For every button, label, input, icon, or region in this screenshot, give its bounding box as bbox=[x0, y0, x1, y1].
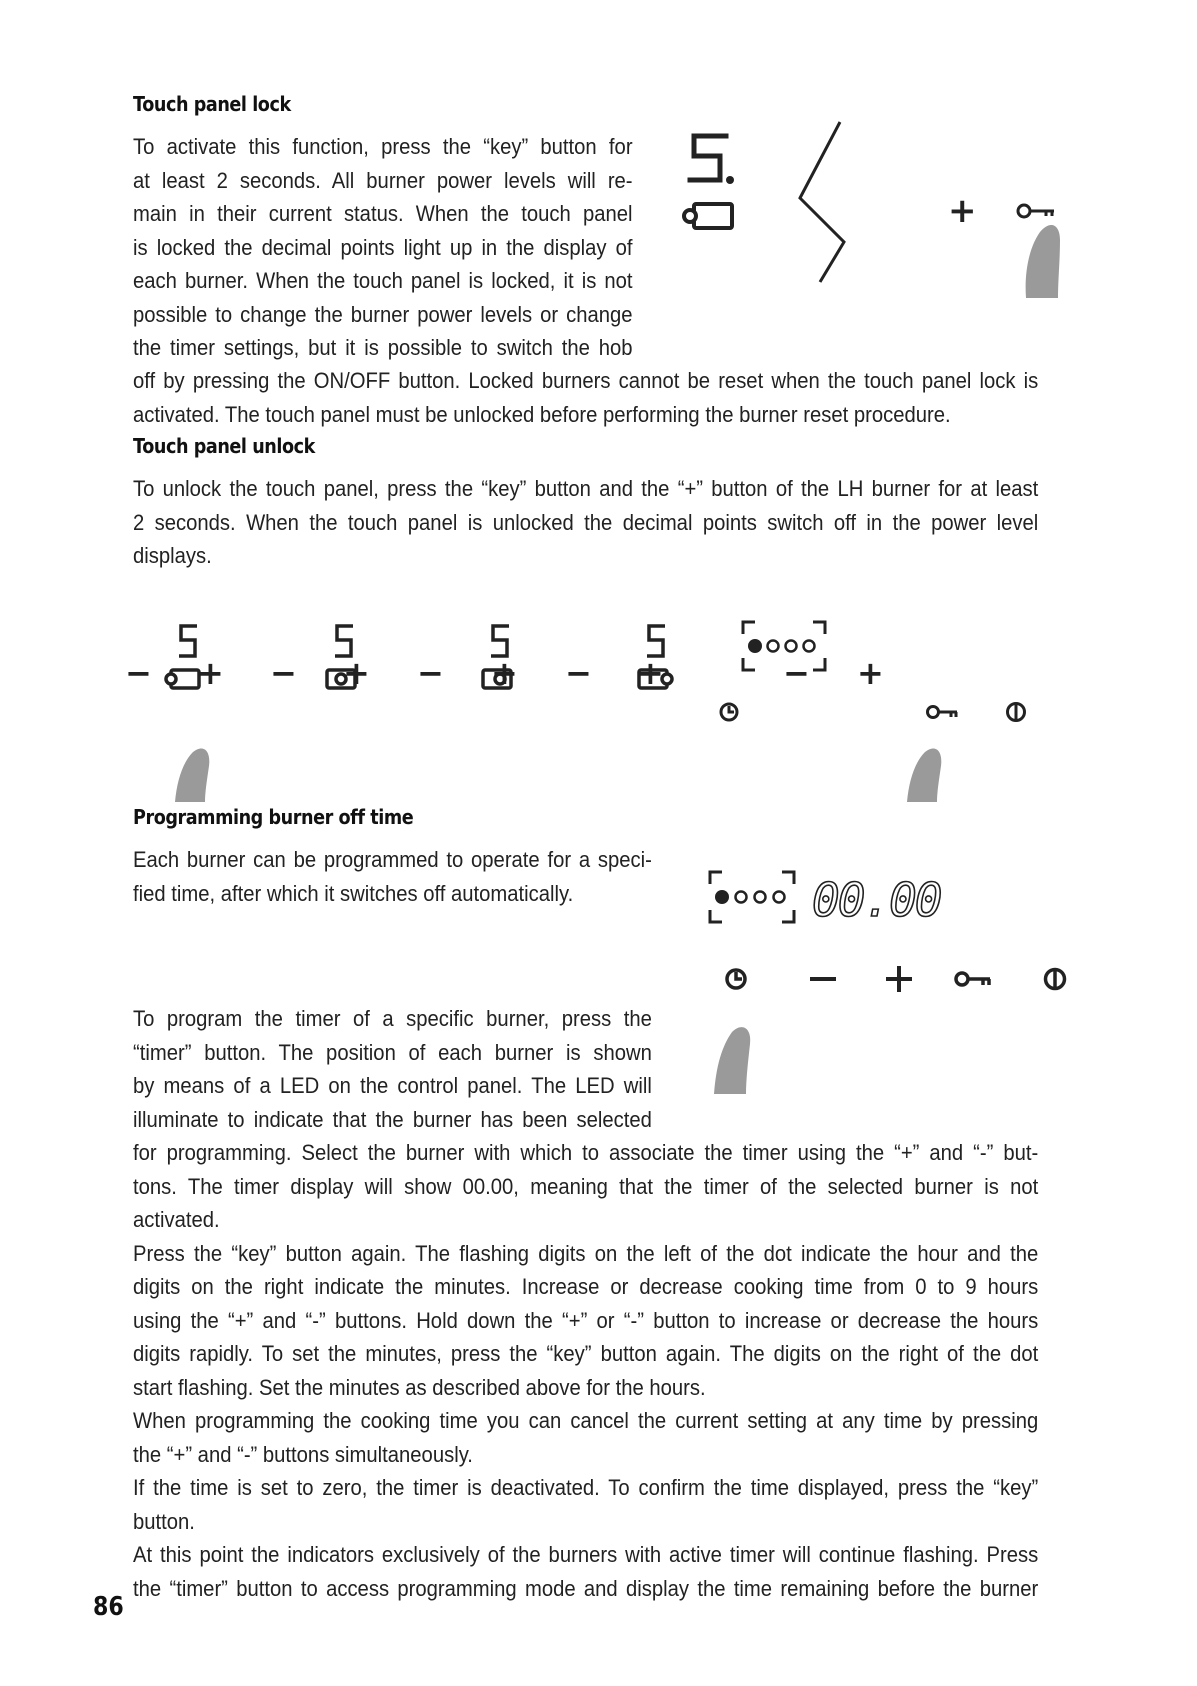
text-line: start flashing. Set the minutes as described above for the hours. bbox=[133, 1374, 706, 1400]
section-heading-touch-panel-lock: Touch panel lock bbox=[133, 92, 291, 116]
text-line: To unlock the touch panel, press the “key” button and the “+” button of the LH burner for at least bbox=[133, 476, 1039, 501]
text-line: the “+” and “-” buttons simultaneously. bbox=[133, 1441, 473, 1467]
power-icon[interactable] bbox=[1046, 970, 1065, 989]
led-selected bbox=[748, 639, 762, 653]
burner-display-2 bbox=[335, 626, 353, 656]
text-line: Press the “key” button again. The flashing digits on the left of the dot indicate the hour and the bbox=[133, 1240, 1039, 1266]
text-line: the timer settings, but it is possible to switch the hob bbox=[133, 335, 633, 360]
control-panel-figure bbox=[125, 620, 1115, 810]
text-line: displays. bbox=[133, 543, 212, 568]
minus-button-burner-4[interactable]: − bbox=[565, 654, 592, 692]
led bbox=[804, 641, 815, 652]
text-line: possible to change the burner power levels or change bbox=[133, 301, 633, 327]
text-line: To program the timer of a specific burner, press the bbox=[133, 1006, 652, 1031]
led bbox=[755, 892, 766, 903]
minus-button-timer[interactable]: − bbox=[783, 654, 810, 692]
text-line: activated. bbox=[133, 1207, 220, 1232]
finger-icon bbox=[907, 748, 941, 802]
plus-button-burner-3[interactable]: + bbox=[491, 654, 518, 692]
section-heading-touch-panel-unlock: Touch panel unlock bbox=[133, 434, 315, 458]
text-line: each burner. When the touch panel is locked, it is not bbox=[133, 268, 633, 293]
burner-display-1 bbox=[179, 626, 197, 656]
touch-panel-lock-paragraph-narrow bbox=[133, 130, 633, 365]
burner-position-icon bbox=[684, 204, 732, 228]
plus-button-burner-4[interactable]: + bbox=[637, 654, 664, 692]
text-line: the “timer” button to access programming mode and display the time remaining before the burner bbox=[133, 1575, 1039, 1601]
text-line: digits on the right indicate the minutes. Increase or decrease cooking time from 0 to 9 hours bbox=[133, 1274, 1039, 1299]
minus-button-burner-3[interactable]: − bbox=[417, 654, 444, 692]
text-line: When programming the cooking time you can cancel the current setting at any time by pressing bbox=[133, 1408, 1039, 1433]
text-line: fied time, after which it switches off automatically. bbox=[133, 880, 574, 906]
text-line: digits rapidly. To set the minutes, press the “key” button again. The digits on the right of the dot bbox=[133, 1341, 1039, 1366]
plus-button[interactable] bbox=[886, 966, 912, 992]
finger-icon bbox=[714, 1027, 750, 1094]
led bbox=[736, 892, 747, 903]
burner-display-3 bbox=[491, 626, 509, 656]
decimal-point bbox=[726, 176, 734, 184]
touch-panel-lock-paragraph-wide bbox=[133, 364, 1038, 431]
page-number: 86 bbox=[93, 1592, 124, 1622]
burner-display-locked bbox=[690, 136, 726, 180]
burner-display-4 bbox=[647, 626, 665, 656]
text-line: is locked the decimal points light up in the display of bbox=[133, 234, 633, 260]
plus-button-burner-1[interactable]: + bbox=[197, 654, 224, 692]
lock-figure bbox=[680, 120, 1120, 320]
power-icon[interactable] bbox=[1008, 704, 1025, 721]
section-heading-programming-burner-off-time: Programming burner off time bbox=[133, 805, 414, 829]
plus-button-burner-2[interactable]: + bbox=[343, 654, 370, 692]
text-line: activated. The touch panel must be unlocked before performing the burner reset procedure. bbox=[133, 401, 951, 427]
touch-panel-unlock-paragraph bbox=[133, 472, 1038, 573]
text-line: tons. The timer display will show 00.00, meaning that the timer of the selected burner is not bbox=[133, 1173, 1039, 1199]
text-line: using the “+” and “-” buttons. Hold down the “+” or “-” button to increase or decrease the hours bbox=[133, 1307, 1039, 1333]
timer-figure bbox=[700, 870, 1120, 1100]
text-line: At this point the indicators exclusively of the burners with active timer will continue flashing. Press bbox=[133, 1542, 1039, 1567]
text-line: Each burner can be programmed to operate for a speci- bbox=[133, 847, 652, 872]
key-icon[interactable] bbox=[956, 973, 990, 985]
led bbox=[768, 641, 779, 652]
text-line: by means of a LED on the control panel. The LED will bbox=[133, 1073, 652, 1098]
led bbox=[786, 641, 797, 652]
burner-position-icon-front-left bbox=[166, 670, 199, 688]
programming-paragraph-wide bbox=[133, 1136, 1038, 1605]
led bbox=[774, 892, 785, 903]
programming-intro-paragraph bbox=[133, 843, 652, 910]
text-line: “timer” button. The position of each burner is shown bbox=[133, 1039, 652, 1065]
finger-icon bbox=[175, 748, 209, 802]
text-line: off by pressing the ON/OFF button. Locked burners cannot be reset when the touch panel lock is bbox=[133, 368, 1039, 393]
timer-icon[interactable] bbox=[727, 970, 745, 988]
text-line: To activate this function, press the “key” button for bbox=[133, 134, 633, 159]
finger-icon bbox=[1026, 225, 1060, 298]
programming-paragraph-narrow bbox=[133, 1002, 652, 1136]
led-selected bbox=[715, 890, 729, 904]
timer-icon[interactable] bbox=[721, 704, 737, 720]
cut-line bbox=[800, 122, 844, 282]
minus-button-burner-1[interactable]: − bbox=[125, 654, 152, 692]
text-line: button. bbox=[133, 1508, 195, 1534]
text-line: 2 seconds. When the touch panel is unlocked the decimal points switch off in the power level bbox=[133, 509, 1039, 535]
minus-button-burner-2[interactable]: − bbox=[270, 654, 297, 692]
key-icon bbox=[1018, 205, 1054, 217]
text-line: illuminate to indicate that the burner has been selected bbox=[133, 1106, 652, 1132]
plus-button-timer[interactable]: + bbox=[857, 654, 884, 692]
key-icon[interactable] bbox=[928, 707, 958, 718]
text-line: If the time is set to zero, the timer is deactivated. To confirm the time displayed, press the “key” bbox=[133, 1475, 1039, 1500]
plus-symbol: + bbox=[948, 191, 977, 231]
text-line: for programming. Select the burner with which to associate the timer using the “+” and “-” but- bbox=[133, 1140, 1039, 1165]
timer-display: 00.00 bbox=[812, 873, 941, 927]
text-line: at least 2 seconds. All burner power levels will re- bbox=[133, 167, 633, 193]
text-line: main in their current status. When the touch panel bbox=[133, 201, 633, 226]
